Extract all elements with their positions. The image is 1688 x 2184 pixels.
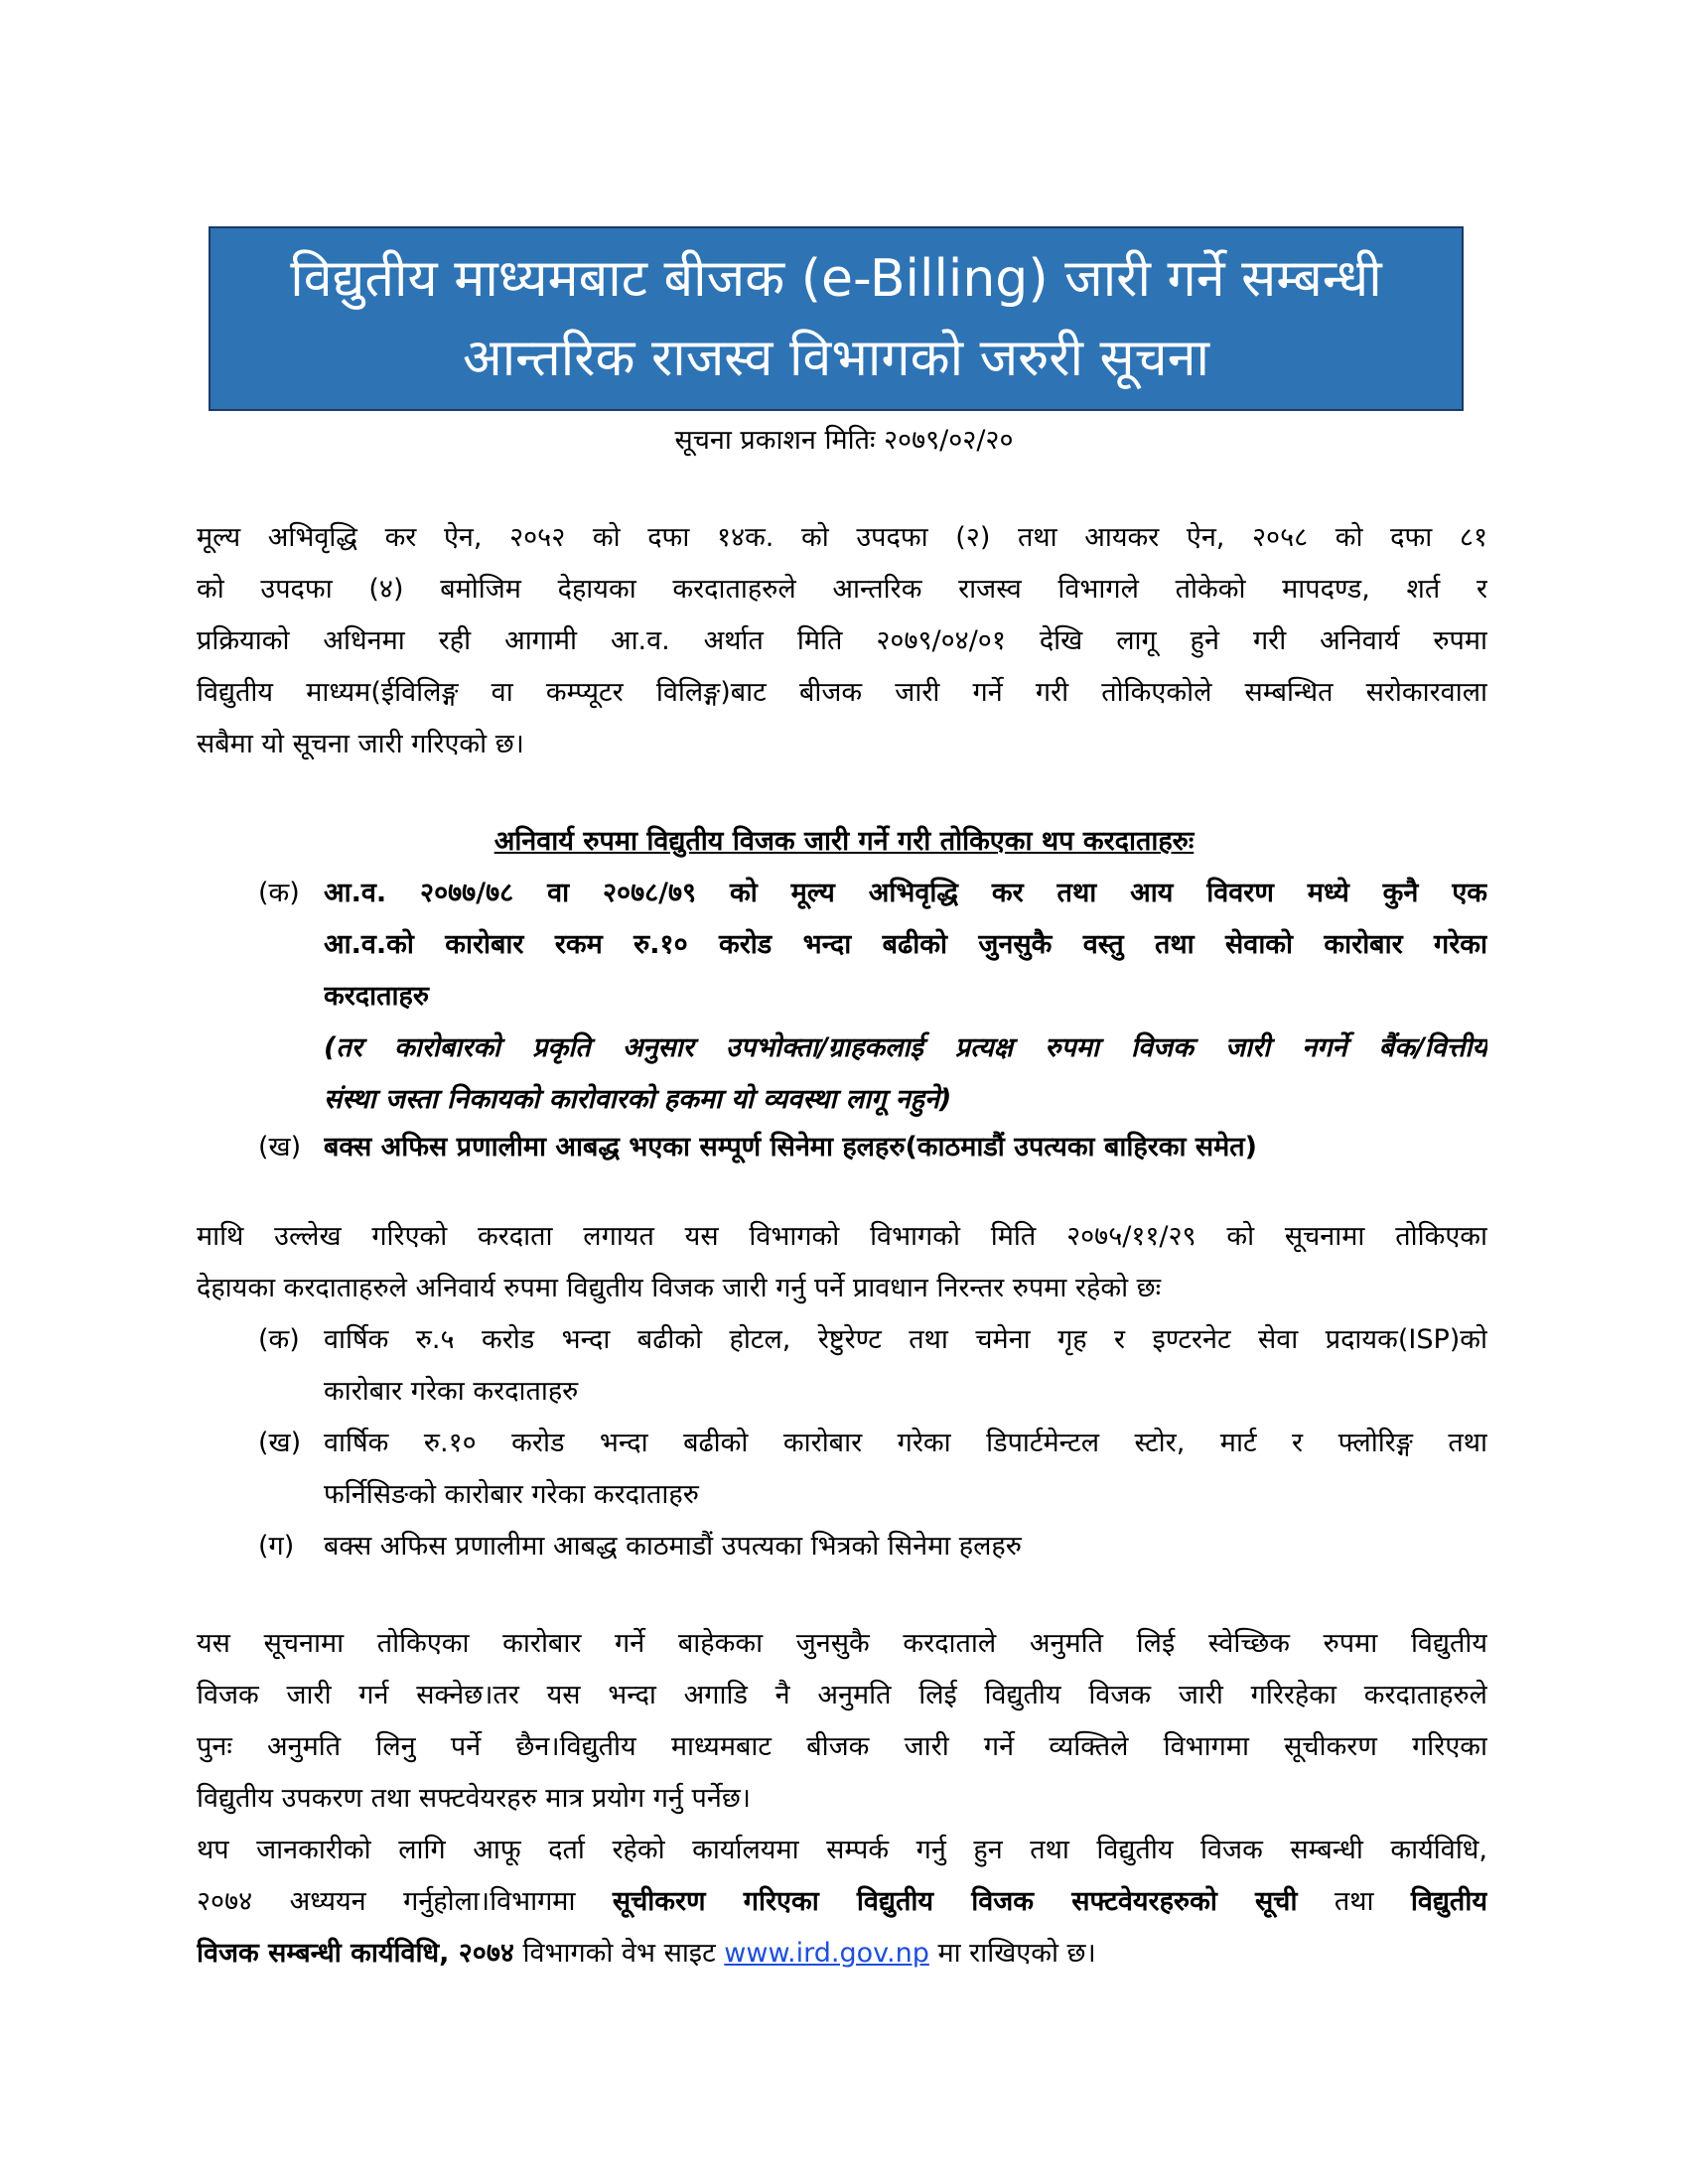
additional-item-ka-line-1: आ.व. २०७७/७८ वा २०७८/७९ को मूल्य अभिवृद्धि कर तथा आय विवरण मध्ये कुनै एक — [324, 878, 1487, 908]
intro-line-5: सबैमा यो सूचना जारी गरिएको छ। — [197, 729, 524, 759]
existing-item-ga — [324, 1521, 1487, 1572]
further-line-3 — [197, 1928, 1487, 1979]
further-line-2-a: २०७४ अध्ययन गर्नुहोला।विभागमा — [197, 1886, 576, 1917]
intro-line-4: विद्युतीय माध्यम(ईविलिङ्ग वा कम्प्यूटर विलिङ्ग)बाट बीजक जारी गर्ने गरी तोकिएकोले सम्बन्धित सरोकारवाला — [197, 677, 1487, 708]
publication-date: सूचना प्रकाशन मितिः २०७९/०२/२० — [674, 425, 1014, 456]
existing-item-ka-line-1: वार्षिक रु.५ करोड भन्दा बढीको होटल, रेष्टुरेण्ट तथा चमेना गृह र इण्टरनेट सेवा प्रदायक(ISP)को — [324, 1324, 1487, 1355]
voluntary-paragraph — [197, 1618, 1487, 1825]
existing-item-kha-marker: (ख) — [258, 1428, 302, 1458]
voluntary-line-4: विद्युतीय उपकरण तथा सफ्टवेयरहरु मात्र प्रयोग गर्नु पर्नेछ। — [197, 1783, 751, 1814]
additional-item-ka-line-2: आ.व.को कारोबार रकम रु.१० करोड भन्दा बढीको जुनसुकै वस्तु तथा सेवाको कारोबार गरेका — [324, 929, 1487, 960]
additional-heading-text: अनिवार्य रुपमा विद्युतीय विजक जारी गर्ने गरी तोकिएका थप करदाताहरुः — [493, 826, 1195, 857]
title-banner — [209, 226, 1464, 411]
title-line-1: विद्युतीय माध्यमबाट बीजक (e-Billing) जारी गर्ने सम्बन्धी — [290, 249, 1382, 309]
voluntary-line-3: पुनः अनुमति लिनु पर्ने छैन।विद्युतीय माध्यमबाट बीजक जारी गर्ने व्यक्तिले विभागमा सूचीकरण गरिएका — [197, 1731, 1487, 1762]
voluntary-line-1: यस सूचनामा तोकिएका कारोबार गर्ने बाहेकका जुनसुकै करदाताले अनुमति लिई स्वेच्छिक रुपमा विद्युतीय — [197, 1628, 1487, 1659]
intro-line-3: प्रक्रियाको अधिनमा रही आगामी आ.व. अर्थात मिति २०७९/०४/०१ देखि लागू हुने गरी अनिवार्य रुपमा — [197, 625, 1487, 656]
additional-item-kha — [324, 1122, 1487, 1173]
further-line-2-b: तथा — [1334, 1886, 1374, 1917]
software-list-title: सूचीकरण गरिएका विद्युतीय विजक सफ्टवेयरहरुको सूची — [612, 1886, 1298, 1917]
additional-heading — [0, 820, 1688, 864]
further-line-2 — [197, 1876, 1487, 1928]
intro-line-1: मूल्य अभिवृद्धि कर ऐन, २०५२ को दफा १४क. को उपदफा (२) तथा आयकर ऐन, २०५८ को दफा ८१ — [197, 522, 1487, 553]
further-info-paragraph — [197, 1825, 1487, 1979]
existing-item-ka-line-2: कारोबार गरेका करदाताहरु — [324, 1376, 579, 1407]
additional-item-ka-line-3: करदाताहरु — [324, 981, 429, 1012]
additional-item-kha-text: बक्स अफिस प्रणालीमा आबद्ध भएका सम्पूर्ण सिनेमा हलहरु(काठमाडौं उपत्यका बाहिरका समेत) — [324, 1132, 1257, 1162]
additional-item-ka — [324, 868, 1487, 1023]
voluntary-line-2: विजक जारी गर्न सक्नेछ।तर यस भन्दा अगाडि नै अनुमति लिई विद्युतीय विजक जारी गरिरहेका करदाताहरुले — [197, 1680, 1487, 1710]
procedure-title: विजक सम्बन्धी कार्यविधि, २०७४ — [197, 1938, 514, 1969]
existing-item-ga-line-1: बक्स अफिस प्रणालीमा आबद्ध काठमाडौं उपत्यका भित्रको सिनेमा हलहरु — [324, 1531, 1022, 1562]
existing-paragraph — [197, 1211, 1487, 1314]
existing-item-ka-marker: (क) — [258, 1324, 300, 1355]
further-line-3-b: मा राखिएको छ। — [937, 1938, 1096, 1969]
intro-paragraph — [197, 512, 1487, 770]
existing-item-kha-line-1: वार्षिक रु.१० करोड भन्दा बढीको कारोबार गरेका डिपार्टमेन्टल स्टोर, मार्ट र फ्लोरिङ्ग तथा — [324, 1428, 1487, 1458]
further-line-1: थप जानकारीको लागि आफू दर्ता रहेको कार्यालयमा सम्पर्क गर्नु हुन तथा विद्युतीय विजक सम्बन्धी कार्यविधि, — [197, 1835, 1487, 1865]
additional-item-ka-note — [324, 1023, 1487, 1126]
title-line-2: आन्तरिक राजस्व विभागको जरुरी सूचना — [462, 329, 1210, 388]
further-line-3-a: विभागको वेभ साइट — [522, 1938, 716, 1969]
intro-line-2: को उपदफा (४) बमोजिम देहायका करदाताहरुले आन्तरिक राजस्व विभागले तोकेको मापदण्ड, शर्त र — [197, 574, 1487, 605]
existing-item-kha-line-2: फर्निसिङको कारोबार गरेका करदाताहरु — [324, 1479, 699, 1510]
existing-line-2: देहायका करदाताहरुले अनिवार्य रुपमा विद्युतीय विजक जारी गर्नु पर्ने प्रावधान निरन्तर रुपमा रहेको छः — [197, 1273, 1162, 1303]
existing-line-1: माथि उल्लेख गरिएको करदाता लगायत यस विभागको विभागको मिति २०७५/११/२९ को सूचनामा तोकिएका — [197, 1221, 1487, 1252]
additional-item-ka-note-line-1: (तर कारोबारको प्रकृति अनुसार उपभोक्ता/ग्राहकलाई प्रत्यक्ष रुपमा विजक जारी नगर्ने बैंक/वित्तीय — [324, 1032, 1487, 1063]
existing-item-ka — [324, 1314, 1487, 1418]
additional-item-ka-note-line-2: संस्था जस्ता निकायको कारोवारको हकमा यो व्यवस्था लागू नहुने) — [324, 1084, 952, 1115]
ird-website-link[interactable]: www.ird.gov.np — [724, 1938, 929, 1969]
existing-item-kha — [324, 1418, 1487, 1521]
additional-item-ka-marker: (क) — [258, 878, 300, 908]
existing-item-ga-marker: (ग) — [258, 1531, 295, 1562]
further-line-2-bold2: विद्युतीय — [1410, 1886, 1487, 1917]
additional-item-kha-marker: (ख) — [258, 1132, 302, 1162]
